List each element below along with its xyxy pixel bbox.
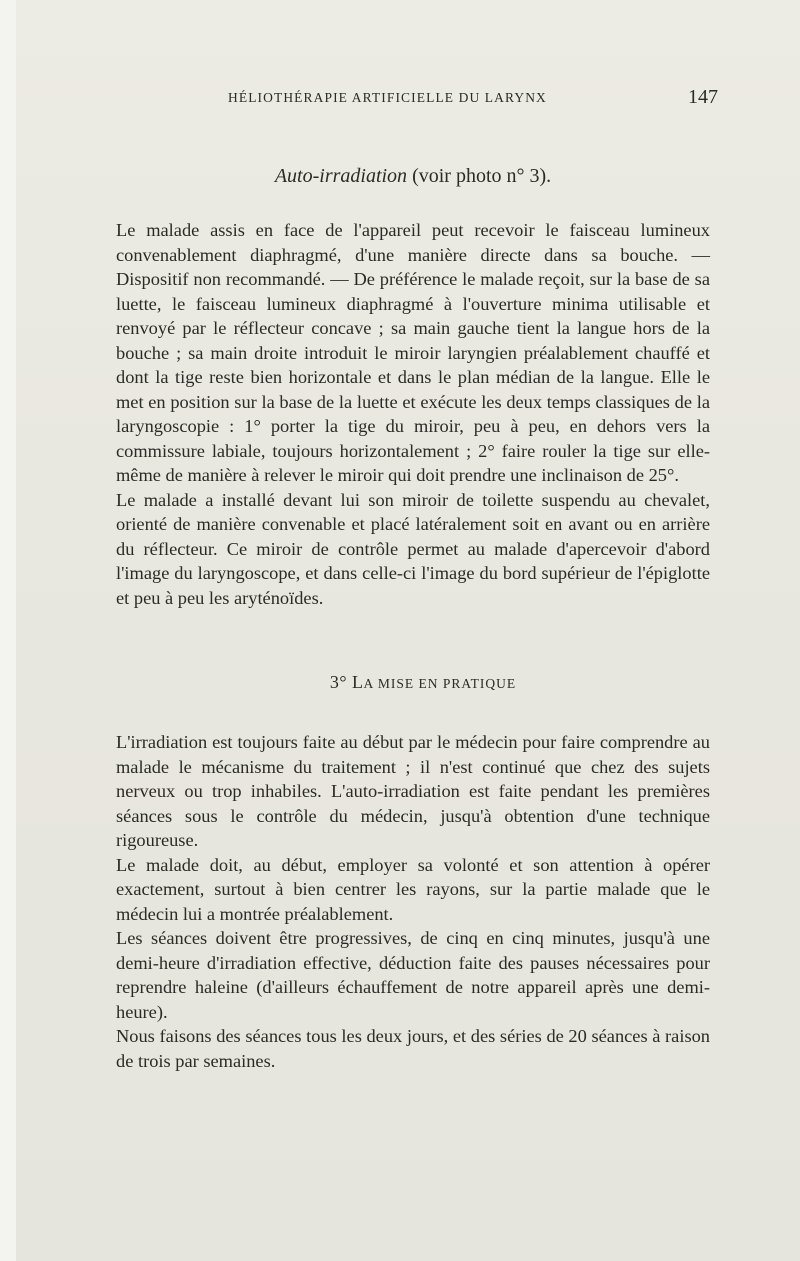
page-number: 147	[688, 86, 718, 108]
subsection-heading	[116, 162, 710, 190]
running-title: HÉLIOTHÉRAPIE ARTIFICIELLE DU LARYNX	[228, 90, 547, 105]
body-paragraph: Le malade doit, au début, employer sa volonté et son attention à opérer exactement, surtout à bien centrer les rayons, sur la partie malade que le médecin lui a montrée préalablement.	[116, 854, 710, 924]
body-paragraph: Nous faisons des séances tous les deux jours, et des séries de 20 séances à raison de trois par semaines.	[116, 1026, 710, 1071]
subsection-heading-rest: (voir photo n° 3).	[407, 165, 552, 187]
section-number: 3°	[329, 672, 348, 692]
section-heading	[136, 670, 710, 696]
body-paragraph: L'irradiation est toujours faite au début par le médecin pour faire comprendre au malade le mécanisme du traitement ; il n'est continué que chez des sujets nerveux ou trop inhabiles. L'auto-irradiation est faite pendant les premières séances sous le contrôle du médecin, jusqu'à obtention d'une technique rigoureuse.	[116, 732, 710, 850]
body-paragraph: Le malade assis en face de l'appareil peut recevoir le faisceau lumineux convenablement diaphragmé, d'une manière directe dans sa bouche. — Dispositif non recommandé. — De préférence le malade reçoit, sur la base de sa luette, le faisceau lumineux diaphragmé à l'ouverture minima utilisable et renvoyé par le réflecteur concave ; sa main gauche tient la langue hors de la bouche ; sa main droite introduit le miroir laryngien préalablement chauffé et dont la tige reste bien horizontale et dans le plan médian de la langue. Elle le met en position sur la base de la luette et exécute les deux temps classiques de la laryngoscopie : 1° porter la tige du miroir, peu à peu, en dehors vers la commissure labiale, toujours horizontalement ; 2° faire rouler la tige sur elle-même de manière à relever le miroir qui doit prendre une inclinaison de 25°.	[116, 220, 710, 485]
subsection-heading-italic: Auto-irradiation	[274, 165, 408, 187]
section-title-first: L	[352, 672, 364, 692]
section-title-rest: A MISE EN PRATIQUE	[363, 676, 517, 691]
page-edge	[0, 0, 16, 1261]
body-paragraph: Les séances doivent être progressives, de cinq en cinq minutes, jusqu'à une demi-heure d'irradiation effective, déduction faite des pauses nécessaires pour reprendre haleine (d'ailleurs échauffement de notre appareil après une demi-heure).	[116, 928, 710, 1022]
page-body	[116, 162, 710, 1073]
page-header	[118, 86, 718, 110]
body-paragraph: Le malade a installé devant lui son miroir de toilette suspendu au chevalet, orienté de manière convenable et placé latéralement soit en avant ou en arrière du réflecteur. Ce miroir de contrôle permet au malade d'apercevoir d'abord l'image du laryngoscope, et dans celle-ci l'image du bord supérieur de l'épiglotte et peu à peu les aryténoïdes.	[116, 489, 710, 608]
